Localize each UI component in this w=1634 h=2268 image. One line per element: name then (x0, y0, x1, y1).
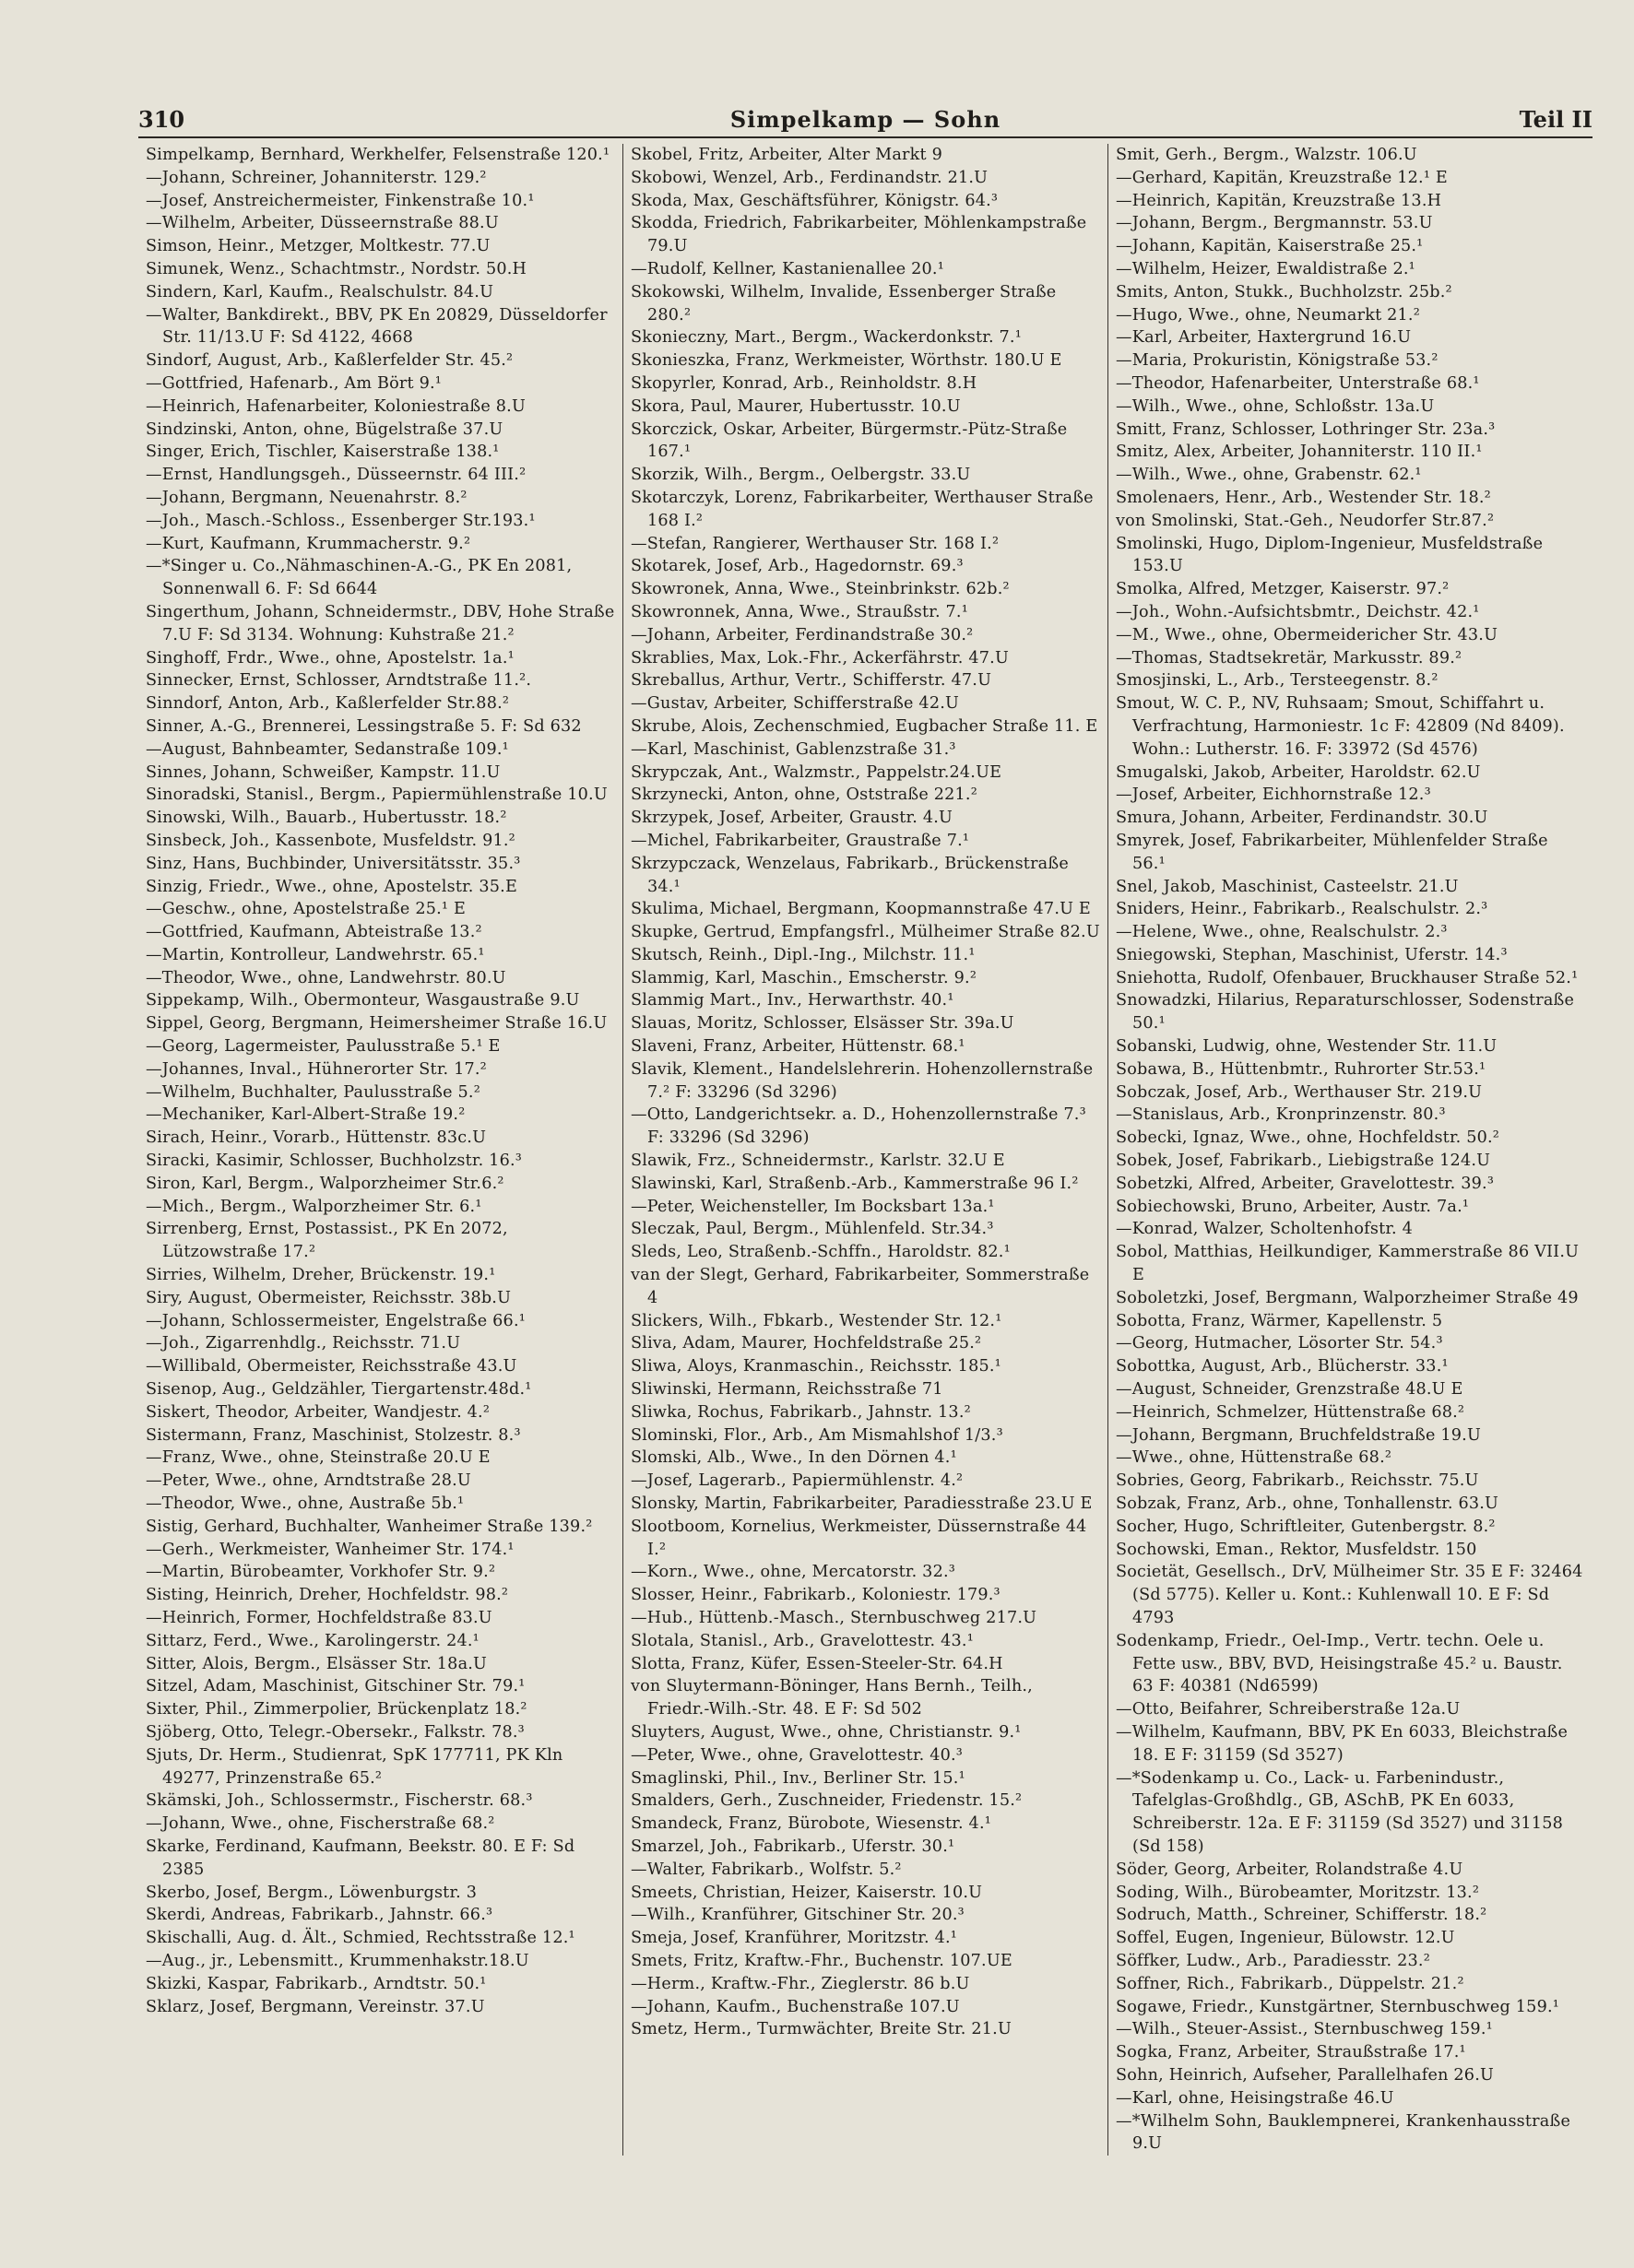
directory-entry: Slickers, Wilh., Fbkarb., Westender Str. 12.¹ (631, 1311, 1002, 1330)
directory-entry: Skopyrler, Konrad, Arb., Reinholdstr. 8.H (631, 373, 977, 393)
directory-entry: Slosser, Heinr., Fabrikarb., Koloniestr. 179.³ (631, 1586, 1001, 1605)
directory-entry: Slominski, Flor., Arb., Am Mismahlshof 1/3.³ (631, 1425, 1003, 1445)
directory-entry: Söffker, Ludw., Arb., Paradiesstr. 23.² (1116, 1951, 1430, 1970)
directory-entry: Skreballus, Arthur, Vertr., Schifferstr. 47.U (631, 671, 992, 691)
directory-entry: Sobottka, August, Arb., Blücherstr. 33.¹ (1116, 1357, 1449, 1376)
directory-entry: Smets, Fritz, Kraftw.-Fhr., Buchenstr. 107.UE (631, 1951, 1012, 1970)
directory-entry: Söder, Georg, Arbeiter, Rolandstraße 4.U (1116, 1860, 1463, 1879)
directory-entry: Sirries, Wilhelm, Dreher, Brückenstr. 19.¹ (146, 1266, 496, 1285)
directory-entry: —Stanislaus, Arb., Kronprinzenstr. 80.³ (1116, 1105, 1446, 1125)
directory-entry: —Martin, Kontrolleur, Landwehrstr. 65.¹ (146, 945, 485, 964)
directory-entry: Skobel, Fritz, Arbeiter, Alter Markt 9 (631, 146, 942, 164)
directory-entry: Socher, Hugo, Schriftleiter, Gutenbergstr. 8.² (1116, 1517, 1496, 1536)
directory-entry: —Johann, Bergm., Bergmannstr. 53.U (1116, 214, 1433, 233)
directory-entry: Smitt, Franz, Schlosser, Lothringer Str. 23a.³ (1116, 419, 1496, 439)
directory-entry: Sindern, Karl, Kaufm., Realschulstr. 84.U (146, 282, 494, 301)
directory-entry: —Heinrich, Kapitän, Kreuzstraße 13.H (1116, 191, 1442, 210)
directory-entry: Sinner, A.-G., Brennerei, Lessingstraße 5. F: Sd 632 (146, 716, 582, 736)
directory-entry: Skrzynecki, Anton, ohne, Oststraße 221.² (631, 786, 977, 805)
directory-entry: Sliva, Adam, Maurer, Hochfeldstraße 25.² (631, 1334, 982, 1353)
directory-entry: Siron, Karl, Bergm., Walporzheimer Str.6.² (146, 1174, 504, 1193)
directory-entry: —Joh., Zigarrenhdlg., Reichsstr. 71.U (146, 1334, 461, 1353)
directory-entry: —Theodor, Wwe., ohne, Austraße 5b.¹ (146, 1494, 465, 1514)
directory-entry: Sodruch, Matth., Schreiner, Schifferstr. 18.² (1116, 1906, 1487, 1925)
directory-entry: Skämski, Joh., Schlossermstr., Fischerstr. 68.³ (146, 1791, 533, 1811)
directory-entry: Slammig, Karl, Maschin., Emscherstr. 9.² (631, 968, 977, 987)
directory-entry: —Herm., Kraftw.-Fhr., Zieglerstr. 86 b.U (631, 1974, 970, 1993)
directory-entry: Sogka, Franz, Arbeiter, Straußstraße 17.¹ (1116, 2043, 1466, 2062)
directory-entry: —Johann, Kaufm., Buchenstraße 107.U (631, 1997, 960, 2016)
directory-entry: Skorczick, Oskar, Arbeiter, Bürgermstr.-Pütz-Straße 167.¹ (631, 419, 1068, 462)
directory-entry: —Peter, Weichensteller, Im Bocksbart 13a.¹ (631, 1197, 995, 1216)
directory-entry: van der Slegt, Gerhard, Fabrikarbeiter, Sommerstraße 4 (631, 1266, 1090, 1307)
directory-entry: —Joh., Masch.-Schloss., Essenberger Str.193.¹ (146, 511, 536, 530)
directory-entry: —Georg, Lagermeister, Paulusstraße 5.¹ E (146, 1037, 501, 1057)
directory-entry: —Gottfried, Kaufmann, Abteistraße 13.² (146, 923, 482, 942)
directory-entry: —Mich., Bergm., Walporzheimer Str. 6.¹ (146, 1197, 482, 1216)
directory-entry: —Johann, Schlossermeister, Engelstraße 66.¹ (146, 1311, 527, 1330)
directory-entry: —Walter, Bankdirekt., BBV, PK En 20829, Düsseldorfer Str. 11/13.U F: Sd 4122, 4668 (146, 305, 608, 348)
directory-entry: —Theodor, Hafenarbeiter, Unterstraße 68.¹ (1116, 373, 1480, 393)
directory-entry: Sippekamp, Wilh., Obermonteur, Wasgaustraße 9.U (146, 991, 580, 1010)
directory-entry: Skerdi, Andreas, Fabrikarb., Jahnstr. 66.³ (146, 1906, 493, 1925)
directory-entry: Smits, Anton, Stukk., Buchholzstr. 25b.² (1116, 282, 1452, 301)
directory-entry: —Johannes, Inval., Hühnerorter Str. 17.² (146, 1059, 487, 1079)
directory-entry: —Joh., Wohn.-Aufsichtsbmtr., Deichstr. 42.¹ (1116, 602, 1480, 621)
directory-entry: Skarke, Ferdinand, Kaufmann, Beekstr. 80. E F: Sd 2385 (146, 1837, 575, 1879)
directory-entry: Smitz, Alex, Arbeiter, Johanniterstr. 110 II.¹ (1116, 443, 1483, 462)
directory-entry: Smeets, Christian, Heizer, Kaiserstr. 10.U (631, 1883, 983, 1902)
directory-entry: Sklarz, Josef, Bergmann, Vereinstr. 37.U (146, 1997, 485, 2016)
directory-entry: Simpelkamp, Bernhard, Werkhelfer, Felsenstraße 120.¹ (146, 146, 610, 164)
directory-entry: —Josef, Arbeiter, Eichhornstraße 12.³ (1116, 786, 1431, 805)
directory-entry: —*Wilhelm Sohn, Bauklempnerei, Krankenhausstraße 9.U (1116, 2111, 1571, 2154)
directory-entry: Sniegowski, Stephan, Maschinist, Uferstr. 14.³ (1116, 945, 1508, 964)
directory-entry: —Wilh., Wwe., ohne, Grabenstr. 62.¹ (1116, 466, 1422, 485)
directory-entry: Smandeck, Franz, Bürobote, Wiesenstr. 4.¹ (631, 1814, 991, 1834)
directory-entry: —Geschw., ohne, Apostelstraße 25.¹ E (146, 900, 466, 919)
directory-entry: Skowronnek, Anna, Wwe., Straußstr. 7.¹ (631, 602, 968, 621)
directory-entry: —Rudolf, Kellner, Kastanienallee 20.¹ (631, 259, 944, 278)
directory-entry: —Johann, Wwe., ohne, Fischerstraße 68.² (146, 1814, 495, 1834)
directory-entry: Sisting, Heinrich, Dreher, Hochfeldstr. 98.² (146, 1586, 509, 1605)
directory-entry: Smugalski, Jakob, Arbeiter, Haroldstr. 62.U (1116, 762, 1481, 782)
directory-entry: Sitter, Alois, Bergm., Elsässer Str. 18a.U (146, 1654, 488, 1673)
directory-entry: Sleczak, Paul, Bergm., Mühlenfeld. Str.34.³ (631, 1220, 994, 1239)
directory-entry: —Michel, Fabrikarbeiter, Graustraße 7.¹ (631, 831, 970, 850)
directory-entry: Sixter, Phil., Zimmerpolier, Brückenplatz 18.² (146, 1700, 527, 1719)
directory-entry: Sinowski, Wilh., Bauarb., Hubertusstr. 18.² (146, 809, 507, 828)
directory-entry: —Gottfried, Hafenarb., Am Bört 9.¹ (146, 373, 443, 393)
directory-entry: —Josef, Lagerarb., Papiermühlenstr. 4.² (631, 1471, 964, 1491)
directory-entry: Sluyters, August, Wwe., ohne, Christianstr. 9.¹ (631, 1722, 1022, 1742)
directory-entry: Simunek, Wenz., Schachtmstr., Nordstr. 50.H (146, 259, 527, 278)
directory-entry: Sirrenberg, Ernst, Postassist., PK En 2072, Lützowstraße 17.² (146, 1220, 508, 1262)
directory-entry: —Wwe., ohne, Hüttenstraße 68.² (1116, 1448, 1392, 1468)
directory-entry: Skulima, Michael, Bergmann, Koopmannstraße 47.U E (631, 900, 1091, 919)
directory-entry: Singhoff, Frdr., Wwe., ohne, Apostelstr. 1a.¹ (146, 648, 515, 667)
directory-entry: —Wilh., Wwe., ohne, Schloßstr. 13a.U (1116, 396, 1435, 416)
directory-entry: —Georg, Hutmacher, Lösorter Str. 54.³ (1116, 1334, 1443, 1353)
directory-entry: Sitzel, Adam, Maschinist, Gitschiner Str. 79.¹ (146, 1677, 526, 1696)
directory-entry: Smosjinski, L., Arb., Tersteegenstr. 8.² (1116, 671, 1439, 691)
directory-entry: —Willibald, Obermeister, Reichsstraße 43.U (146, 1357, 517, 1376)
directory-entry: —Korn., Wwe., ohne, Mercatorstr. 32.³ (631, 1563, 956, 1582)
directory-entry: Skotarek, Josef, Arb., Hagedornstr. 69.³ (631, 557, 964, 576)
directory-entry: —Heinrich, Schmelzer, Hüttenstraße 68.² (1116, 1402, 1465, 1422)
directory-entry: —Gerh., Werkmeister, Wanheimer Str. 174.¹ (146, 1540, 515, 1559)
directory-entry: Sochowski, Eman., Rektor, Musfeldstr. 150 (1116, 1540, 1477, 1559)
directory-entry: —August, Bahnbeamter, Sedanstraße 109.¹ (146, 739, 509, 759)
directory-entry: —M., Wwe., ohne, Obermeidericher Str. 43.U (1116, 625, 1498, 644)
directory-entry: Sinz, Hans, Buchbinder, Universitätsstr. 35.³ (146, 854, 521, 873)
directory-entry: Smaglinski, Phil., Inv., Berliner Str. 15.¹ (631, 1768, 965, 1788)
directory-entry: —Gustav, Arbeiter, Schifferstraße 42.U (631, 694, 960, 714)
directory-entry: Skora, Paul, Maurer, Hubertusstr. 10.U (631, 396, 961, 416)
directory-entry: Societät, Gesellsch., DrV, Mülheimer Str. 35 E F: 32464 (Sd 5775). Keller u. Kont.: Kuhlenwall 10. E F: Sd 4793 (1116, 1563, 1583, 1627)
directory-entry: Sliwka, Rochus, Fabrikarb., Jahnstr. 13.² (631, 1402, 971, 1422)
directory-entry: —Wilhelm, Heizer, Ewaldistraße 2.¹ (1116, 259, 1415, 278)
directory-entry: —Heinrich, Hafenarbeiter, Koloniestraße 8.U (146, 396, 526, 416)
directory-entry: Sistermann, Franz, Maschinist, Stolzestr. 8.³ (146, 1425, 521, 1445)
directory-entry: —Wilhelm, Arbeiter, Düsseernstraße 88.U (146, 214, 499, 233)
directory-entry: —Gerhard, Kapitän, Kreuzstraße 12.¹ E (1116, 168, 1448, 187)
directory-entry: Soffner, Rich., Fabrikarb., Düppelstr. 21.² (1116, 1974, 1464, 1993)
directory-entry: —Josef, Anstreichermeister, Finkenstraße 10.¹ (146, 191, 535, 210)
directory-entry: Sleds, Leo, Straßenb.-Schffn., Haroldstr. 82.¹ (631, 1243, 1011, 1262)
directory-entry: Sobczak, Josef, Arb., Werthauser Str. 219.U (1116, 1082, 1483, 1102)
directory-entry: —Otto, Beifahrer, Schreiberstraße 12a.U (1116, 1700, 1461, 1719)
directory-entry: Smalders, Gerh., Zuschneider, Friedenstr. 15.² (631, 1791, 1023, 1811)
directory-entry: Soffel, Eugen, Ingenieur, Bülowstr. 12.U (1116, 1929, 1455, 1948)
directory-entry: Smit, Gerh., Bergm., Walzstr. 106.U (1116, 146, 1417, 164)
directory-entry: —Aug., jr., Lebensmitt., Krummenhakstr.18.U (146, 1951, 529, 1970)
directory-entry: —Otto, Landgerichtsekr. a. D., Hohenzollernstraße 7.³ F: 33296 (Sd 3296) (631, 1105, 1086, 1148)
directory-entry: Singer, Erich, Tischler, Kaiserstraße 138.¹ (146, 443, 500, 462)
directory-entry: —Peter, Wwe., ohne, Arndtstraße 28.U (146, 1471, 471, 1491)
directory-entry: Sogawe, Friedr., Kunstgärtner, Sternbuschweg 159.¹ (1116, 1997, 1560, 2016)
directory-entry: —Wilh., Kranführer, Gitschiner Str. 20.³ (631, 1906, 965, 1925)
directory-entry: —Helene, Wwe., ohne, Realschulstr. 2.³ (1116, 923, 1448, 942)
directory-entry: Smolka, Alfred, Metzger, Kaiserstr. 97.² (1116, 580, 1450, 599)
directory-entry: Skrypczak, Ant., Walzmstr., Pappelstr.24.UE (631, 762, 1002, 782)
directory-entry: Skorzik, Wilh., Bergm., Oelbergstr. 33.U (631, 466, 971, 485)
directory-entry: Smura, Johann, Arbeiter, Ferdinandstr. 30.U (1116, 809, 1488, 828)
directory-entry: —Johann, Arbeiter, Ferdinandstraße 30.² (631, 625, 974, 644)
directory-entry: Skotarczyk, Lorenz, Fabrikarbeiter, Werthauser Straße 168 I.² (631, 488, 1094, 530)
directory-entry: Slawik, Frz., Schneidermstr., Karlstr. 32.U E (631, 1152, 1005, 1171)
directory-entry: Sobetzki, Alfred, Arbeiter, Gravelottestr. 39.³ (1116, 1174, 1495, 1193)
page-number: 310 (138, 106, 185, 133)
directory-entry: Sippel, Georg, Bergmann, Heimersheimer Straße 16.U (146, 1014, 608, 1034)
directory-entry: Sindzinski, Anton, ohne, Bügelstraße 37.U (146, 419, 503, 439)
column-left (138, 144, 622, 2156)
directory-entry: Skutsch, Reinh., Dipl.-Ing., Milchstr. 11.¹ (631, 945, 976, 964)
directory-entry: —Wilh., Steuer-Assist., Sternbuschweg 159.¹ (1116, 2020, 1493, 2039)
directory-entry: Sobzak, Franz, Arb., ohne, Tonhallenstr. 63.U (1116, 1494, 1499, 1514)
directory-entry: Smarzel, Joh., Fabrikarb., Uferstr. 30.¹ (631, 1837, 955, 1856)
directory-entry: Skrzypek, Josef, Arbeiter, Graustr. 4.U (631, 809, 953, 828)
directory-entry: —Martin, Bürobeamter, Vorkhofer Str. 9.² (146, 1563, 496, 1582)
directory-entry: Sjöberg, Otto, Telegr.-Obersekr., Falkstr. 78.³ (146, 1722, 525, 1742)
column-middle (622, 144, 1107, 2156)
directory-entry: Slootboom, Kornelius, Werkmeister, Düssernstraße 44 I.² (631, 1517, 1087, 1559)
directory-entry: Sjuts, Dr. Herm., Studienrat, SpK 177711, PK Kln 49277, Prinzenstraße 65.² (146, 1745, 563, 1788)
directory-entry: Sobanski, Ludwig, ohne, Westender Str. 11.U (1116, 1037, 1498, 1057)
directory-entry: —Johann, Schreiner, Johanniterstr. 129.² (146, 168, 487, 187)
directory-entry: Slauas, Moritz, Schlosser, Elsässer Str. 39a.U (631, 1014, 1014, 1034)
directory-entry: Sliwa, Aloys, Kranmaschin., Reichsstr. 185.¹ (631, 1357, 1001, 1376)
directory-entry: —Theodor, Wwe., ohne, Landwehrstr. 80.U (146, 968, 506, 987)
directory-entry: Slaveni, Franz, Arbeiter, Hüttenstr. 68.¹ (631, 1037, 965, 1057)
directory-entry: —*Sodenkamp u. Co., Lack- u. Farbenindustr., Tafelglas-Großhdlg., GB, ASchB, PK En 6033, Schreiberstr. 12a. E F: 31159 (Sd 3527) und 31158 (Sd 158) (1116, 1768, 1563, 1856)
directory-entry: —Franz, Wwe., ohne, Steinstraße 20.U E (146, 1448, 491, 1468)
directory-entry: Sliwinski, Hermann, Reichsstraße 71 (631, 1380, 943, 1400)
directory-entry: Sinsbeck, Joh., Kassenbote, Musfeldstr. 91.² (146, 831, 515, 850)
directory-entry: Slawinski, Karl, Straßenb.-Arb., Kammerstraße 96 I.² (631, 1174, 1079, 1193)
directory-entry: Sinnecker, Ernst, Schlosser, Arndtstraße 11.². (146, 671, 532, 691)
directory-entry: Skupke, Gertrud, Empfangsfrl., Mülheimer Straße 82.U (631, 923, 1100, 942)
directory-entry: Sniders, Heinr., Fabrikarb., Realschulstr. 2.³ (1116, 900, 1488, 919)
directory-entry: von Sluytermann-Böninger, Hans Bernh., Teilh., Friedr.-Wilh.-Str. 48. E F: Sd 502 (631, 1677, 1033, 1719)
directory-entry: Sobiechowski, Bruno, Arbeiter, Austr. 7a.¹ (1116, 1197, 1470, 1216)
directory-entry: von Smolinski, Stat.-Geh., Neudorfer Str.87.² (1116, 511, 1495, 530)
directory-entry: —Johann, Bergmann, Bruchfeldstraße 19.U (1116, 1425, 1481, 1445)
directory-entry: Skischalli, Aug. d. Ält., Schmied, Rechtsstraße 12.¹ (146, 1929, 575, 1948)
directory-entry: Siskert, Theodor, Arbeiter, Wandjestr. 4.² (146, 1402, 491, 1422)
directory-entry: Skerbo, Josef, Bergm., Löwenburgstr. 3 (146, 1883, 478, 1902)
directory-entry: Slomski, Alb., Wwe., In den Dörnen 4.¹ (631, 1448, 957, 1468)
directory-entry: Sobol, Matthias, Heilkundiger, Kammerstraße 86 VII.U E (1116, 1243, 1580, 1285)
directory-entry: Skrzypczack, Wenzelaus, Fabrikarb., Brückenstraße 34.¹ (631, 854, 1069, 896)
directory-entry: Smyrek, Josef, Fabrikarbeiter, Mühlenfelder Straße 56.¹ (1116, 831, 1548, 873)
directory-entry: —*Singer u. Co.,Nähmaschinen-A.-G., PK En 2081, Sonnenwall 6. F: Sd 6644 (146, 557, 573, 599)
directory-entry: Sobries, Georg, Fabrikarb., Reichsstr. 75.U (1116, 1471, 1479, 1491)
directory-entry: —Peter, Wwe., ohne, Gravelottestr. 40.³ (631, 1745, 964, 1765)
directory-entry: Skonieszka, Franz, Werkmeister, Wörthstr. 180.U E (631, 351, 1062, 371)
directory-entry: Skizki, Kaspar, Fabrikarb., Arndtstr. 50.¹ (146, 1974, 487, 1993)
directory-entry: Sistig, Gerhard, Buchhalter, Wanheimer Straße 139.² (146, 1517, 593, 1536)
directory-entry: Sinoradski, Stanisl., Bergm., Papiermühlenstraße 10.U (146, 786, 608, 805)
directory-entry: Sisenop, Aug., Geldzähler, Tiergartenstr.48d.¹ (146, 1380, 532, 1400)
directory-entry: Soding, Wilh., Bürobeamter, Moritzstr. 13.² (1116, 1883, 1480, 1902)
part-label: Teil II (1519, 106, 1593, 133)
directory-entry: Slavik, Klement., Handelslehrerin. Hohenzollernstraße 7.² F: 33296 (Sd 3296) (631, 1059, 1094, 1102)
directory-entry: Skrablies, Max, Lok.-Fhr., Ackerfährstr. 47.U (631, 648, 1009, 667)
directory-entry: —Hub., Hüttenb.-Masch., Sternbuschweg 217.U (631, 1609, 1037, 1627)
directory-entry: Smolenaers, Henr., Arb., Westender Str. 18.² (1116, 488, 1491, 507)
directory-entry: Smetz, Herm., Turmwächter, Breite Str. 21.U (631, 2020, 1012, 2039)
directory-entry: Siracki, Kasimir, Schlosser, Buchholzstr. 16.³ (146, 1152, 523, 1171)
column-right (1107, 144, 1593, 2156)
directory-entry: Singerthum, Johann, Schneidermstr., DBV, Hohe Straße 7.U F: Sd 3134. Wohnung: Kuhstraße 21.² (146, 602, 615, 644)
directory-entry: Sirach, Heinr., Vorarb., Hüttenstr. 83c.U (146, 1128, 487, 1148)
directory-entry: —Wilhelm, Buchhalter, Paulusstraße 5.² (146, 1082, 480, 1102)
directory-entry: Sobek, Josef, Fabrikarb., Liebigstraße 124.U (1116, 1152, 1491, 1171)
directory-entry: —Johann, Kapitän, Kaiserstraße 25.¹ (1116, 237, 1424, 256)
directory-entry: Sobecki, Ignaz, Wwe., ohne, Hochfeldstr. 50.² (1116, 1128, 1500, 1148)
directory-entry: Skokowski, Wilhelm, Invalide, Essenberger Straße 280.² (631, 282, 1057, 325)
directory-entry: Skobowi, Wenzel, Arb., Ferdinandstr. 21.U (631, 168, 989, 187)
directory-entry: Smeja, Josef, Kranführer, Moritzstr. 4.¹ (631, 1929, 958, 1948)
directory-entry: Slotala, Stanisl., Arb., Gravelottestr. 43.¹ (631, 1631, 974, 1650)
directory-entry: Smolinski, Hugo, Diplom-Ingenieur, Musfeldstraße 153.U (1116, 534, 1544, 576)
directory-entry: —Mechaniker, Karl-Albert-Straße 19.² (146, 1105, 466, 1125)
directory-entry: —Wilhelm, Kaufmann, BBV, PK En 6033, Bleichstraße 18. E F: 31159 (Sd 3527) (1116, 1722, 1569, 1765)
directory-entry: —Konrad, Walzer, Scholtenhofstr. 4 (1116, 1220, 1414, 1239)
directory-entry: Sobawa, B., Hüttenbmtr., Ruhrorter Str.53.¹ (1116, 1059, 1486, 1079)
directory-entry: —Maria, Prokuristin, Königstraße 53.² (1116, 351, 1439, 371)
directory-entry: Sinzig, Friedr., Wwe., ohne, Apostelstr. 35.E (146, 877, 517, 896)
directory-entry: Sodenkamp, Friedr., Oel-Imp., Vertr. techn. Oele u. Fette usw., BBV, BVD, Heisingstraße 45.² u. Baustr. 63 F: 40381 (Nd6599) (1116, 1631, 1563, 1696)
directory-entry: Slonsky, Martin, Fabrikarbeiter, Paradiesstraße 23.U E (631, 1494, 1093, 1514)
directory-entry: Sobotta, Franz, Wärmer, Kapellenstr. 5 (1116, 1311, 1443, 1330)
directory-entry: Skoda, Max, Geschäftsführer, Königstr. 64.³ (631, 191, 999, 210)
directory-entry: Sniehotta, Rudolf, Ofenbauer, Bruckhauser Straße 52.¹ (1116, 968, 1579, 987)
directory-entry: Soboletzki, Josef, Bergmann, Walporzheimer Straße 49 (1116, 1288, 1579, 1307)
directory-entry: Sindorf, August, Arb., Kaßlerfelder Str. 45.² (146, 351, 514, 371)
directory-entry: —Karl, Maschinist, Gablenzstraße 31.³ (631, 739, 956, 759)
directory-entry: —Heinrich, Former, Hochfeldstraße 83.U (146, 1609, 492, 1627)
directory-entry: Skowronek, Anna, Wwe., Steinbrinkstr. 62b.² (631, 580, 1010, 599)
entry-columns (138, 144, 1593, 2156)
directory-entry: —Walter, Fabrikarb., Wolfstr. 5.² (631, 1860, 902, 1879)
directory-entry: —August, Schneider, Grenzstraße 48.U E (1116, 1380, 1463, 1400)
directory-entry: —Kurt, Kaufmann, Krummacherstr. 9.² (146, 534, 471, 553)
directory-entry: Simson, Heinr., Metzger, Moltkestr. 77.U (146, 237, 491, 256)
directory-entry: Snowadzki, Hilarius, Reparaturschlosser, Sodenstraße 50.¹ (1116, 991, 1575, 1034)
page-header (138, 92, 1593, 138)
directory-entry: Skodda, Friedrich, Fabrikarbeiter, Möhlenkampstraße 79.U (631, 214, 1087, 256)
directory-entry: —Stefan, Rangierer, Werthauser Str. 168 I.² (631, 534, 1000, 553)
directory-entry: Smout, W. C. P., NV, Ruhsaam; Smout, Schiffahrt u. Verfrachtung, Harmoniestr. 1c F: 42809 (Nd 8409). Wohn.: Lutherstr. 16. F: 33972 (Sd 4576) (1116, 694, 1565, 759)
directory-entry: —Karl, ohne, Heisingstraße 46.U (1116, 2088, 1394, 2108)
directory-entry: Snel, Jakob, Maschinist, Casteelstr. 21.U (1116, 877, 1459, 896)
directory-entry: —Thomas, Stadtsekretär, Markusstr. 89.² (1116, 648, 1462, 667)
directory-entry: Slammig Mart., Inv., Herwarthstr. 40.¹ (631, 991, 954, 1010)
directory-entry: —Ernst, Handlungsgeh., Düsseernstr. 64 III.² (146, 466, 527, 485)
directory-entry: Slotta, Franz, Küfer, Essen-Steeler-Str. 64.H (631, 1654, 1003, 1673)
directory-entry: Sinndorf, Anton, Arb., Kaßlerfelder Str.88.² (146, 694, 510, 714)
directory-entry: Sinnes, Johann, Schweißer, Kampstr. 11.U (146, 762, 501, 782)
directory-entry: Siry, August, Obermeister, Reichsstr. 38b.U (146, 1288, 512, 1307)
directory-entry: Sittarz, Ferd., Wwe., Karolingerstr. 24.¹ (146, 1631, 480, 1650)
directory-entry: —Karl, Arbeiter, Haxtergrund 16.U (1116, 328, 1412, 348)
directory-entry: Skrube, Alois, Zechenschmied, Eugbacher Straße 11. E (631, 716, 1098, 736)
running-title: Simpelkamp — Sohn (729, 106, 1001, 133)
directory-entry: —Hugo, Wwe., ohne, Neumarkt 21.² (1116, 305, 1420, 325)
directory-entry: Skonieczny, Mart., Bergm., Wackerdonkstr. 7.¹ (631, 328, 1022, 348)
directory-entry: —Johann, Bergmann, Neuenahrstr. 8.² (146, 488, 468, 507)
directory-entry: Sohn, Heinrich, Aufseher, Parallelhafen 26.U (1116, 2065, 1495, 2085)
